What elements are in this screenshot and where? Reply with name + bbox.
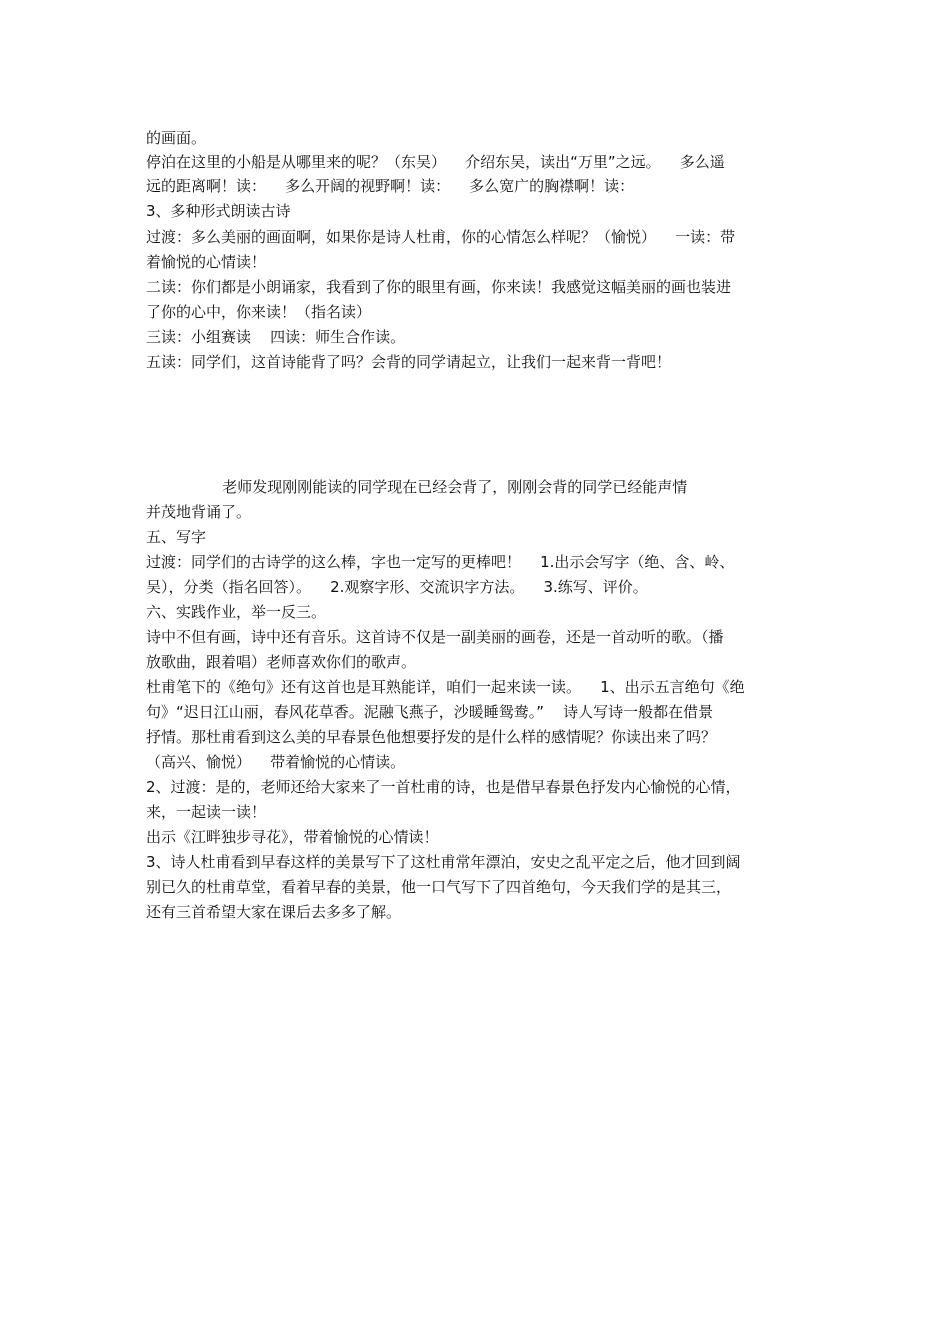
text-line: 杜甫笔下的《绝句》还有这首也是耳熟能详，咱们一起来读一读。 1、出示五言绝句《绝 bbox=[146, 678, 745, 696]
text-line: 出示《江畔独步寻花》，带着愉悦的心情读！ bbox=[146, 828, 439, 846]
text-line: 老师发现刚刚能读的同学现在已经会背了，刚刚会背的同学已经能声情 bbox=[146, 478, 688, 496]
section-heading: 六、实践作业，举一反三。 bbox=[146, 603, 327, 621]
text-line: 放歌曲，跟着唱）老师喜欢你们的歌声。 bbox=[146, 653, 417, 671]
text-line: 过渡：同学们的古诗学的这么棒，字也一定写的更棒吧！ 1.出示会写字（绝、含、岭、 bbox=[146, 553, 735, 571]
text-line: 2、过渡：是的，老师还给大家来了一首杜甫的诗，也是借早春景色抒发内心愉悦的心情， bbox=[146, 778, 741, 796]
text-line: 的画面。 bbox=[146, 129, 207, 147]
section-heading: 3、多种形式朗读古诗 bbox=[146, 202, 291, 220]
text-line: 句》“迟日江山丽，春风花草香。泥融飞燕子，沙暖睡鸳鸯。” 诗人写诗一般都在借景 bbox=[146, 703, 714, 721]
text-line: 别已久的杜甫草堂，看着早春的美景，他一口气写下了四首绝句，今天我们学的是其三， bbox=[146, 878, 732, 896]
text-line: 过渡：多么美丽的画面啊，如果你是诗人杜甫，你的心情怎么样呢？（愉悦） 一读：带 bbox=[146, 228, 736, 246]
text-line: 3、诗人杜甫看到早春这样的美景写下了这杜甫常年漂泊，安史之乱平定之后，他才回到阔 bbox=[146, 853, 741, 871]
text-line: 了你的心中，你来读！（指名读） bbox=[146, 303, 372, 321]
text-line: 诗中不但有画，诗中还有音乐。这首诗不仅是一副美丽的画卷，还是一首动听的歌。（播 bbox=[146, 628, 724, 646]
text-line: 三读：小组赛读 四读：师生合作读。 bbox=[146, 328, 406, 346]
text-line: 着愉悦的心情读！ bbox=[146, 253, 267, 271]
text-line: 远的距离啊！读： 多么开阔的视野啊！读： 多么宽广的胸襟啊！读： bbox=[146, 177, 635, 195]
text-line: 停泊在这里的小船是从哪里来的呢？（东吴） 介绍东吴，读出“万里”之远。 多么遥 bbox=[146, 153, 725, 171]
text-line: 二读：你们都是小朗诵家，我看到了你的眼里有画，你来读！我感觉这幅美丽的画也装进 bbox=[146, 278, 732, 296]
text-line: 吴），分类（指名回答）。 2.观察字形、交流识字方法。 3.练写、评价。 bbox=[146, 578, 648, 596]
section-heading: 五、写字 bbox=[146, 528, 207, 546]
text-line: 抒情。那杜甫看到这么美的早春景色他想要抒发的是什么样的感情呢？你读出来了吗？ bbox=[146, 728, 717, 746]
text-line: 还有三首希望大家在课后去多多了解。 bbox=[146, 903, 402, 921]
text-line: （高兴、愉悦） 带着愉悦的心情读。 bbox=[146, 753, 406, 771]
text-line: 并茂地背诵了。 bbox=[146, 503, 252, 521]
text-line: 来，一起读一读！ bbox=[146, 803, 267, 821]
text-line: 五读：同学们，这首诗能背了吗？会背的同学请起立，让我们一起来背一背吧！ bbox=[146, 353, 672, 371]
